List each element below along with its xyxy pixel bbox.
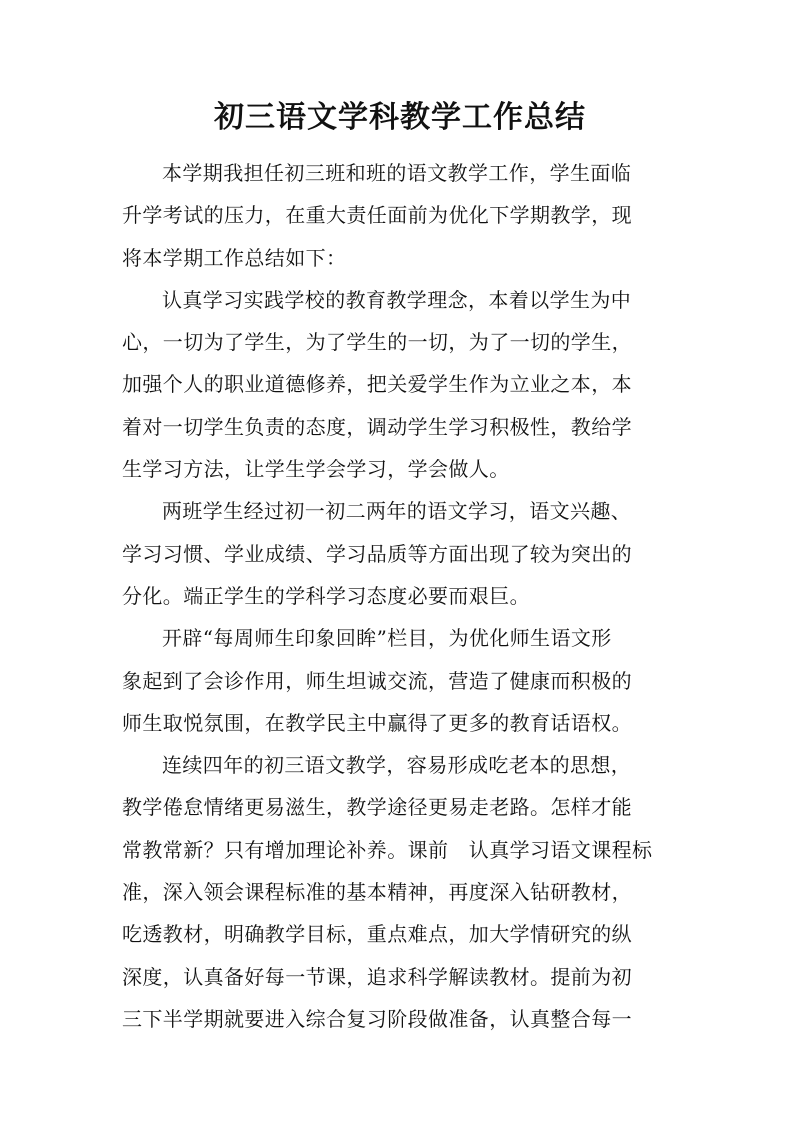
paragraph-line: 心，一切为了学生，为了学生的一切，为了一切的学生， <box>122 330 632 355</box>
paragraph-line: 着对一切学生负责的态度，调动学生学习积极性，教给学 <box>122 414 632 439</box>
paragraph-line: 连续四年的初三语文教学，容易形成吃老本的思想， <box>162 753 632 778</box>
document-title: 初三语文学科教学工作总结 <box>214 100 586 135</box>
paragraph-line: 将本学期工作总结如下： <box>122 245 347 270</box>
paragraph-line: 本学期我担任初三班和班的语文教学工作，学生面临 <box>162 161 632 185</box>
paragraph-line: 象起到了会诊作用，师生坦诚交流，营造了健康而积极的 <box>122 668 632 693</box>
paragraph-line: 两班学生经过初一初二两年的语文学习，语文兴趣、 <box>162 499 632 524</box>
paragraph-line: 开辟“每周师生印象回眸”栏目，为优化师生语文形 <box>162 626 612 651</box>
paragraph-line: 教学倦怠情绪更易滋生，教学途径更易走老路。怎样才能 <box>122 795 632 820</box>
paragraph-line: 升学考试的压力，在重大责任面前为优化下学期教学，现 <box>122 203 632 228</box>
paragraph-line: 常教常新？只有增加理论补养。课前 认真学习语文课程标 <box>122 837 653 862</box>
paragraph-line: 师生取悦氛围，在教学民主中赢得了更多的教育话语权。 <box>122 710 632 735</box>
paragraph-line: 加强个人的职业道德修养，把关爱学生作为立业之本，本 <box>122 372 632 397</box>
document-body <box>122 152 682 1040</box>
paragraph-line: 深度，认真备好每一节课，追求科学解读教材。提前为初 <box>122 964 632 989</box>
paragraph-line: 三下半学期就要进入综合复习阶段做准备，认真整合每一 <box>122 1006 632 1031</box>
paragraph-line: 准，深入领会课程标准的基本精神，再度深入钻研教材， <box>122 880 632 905</box>
paragraph-line: 吃透教材，明确教学目标，重点难点，加大学情研究的纵 <box>122 922 632 947</box>
paragraph-line: 学习习惯、学业成绩、学习品质等方面出现了较为突出的 <box>122 541 632 566</box>
paragraph-line: 认真学习实践学校的教育教学理念，本着以学生为中 <box>162 287 632 312</box>
paragraph-line: 分化。端正学生的学科学习态度必要而艰巨。 <box>122 583 530 608</box>
paragraph-line: 生学习方法，让学生学会学习，学会做人。 <box>122 457 510 482</box>
